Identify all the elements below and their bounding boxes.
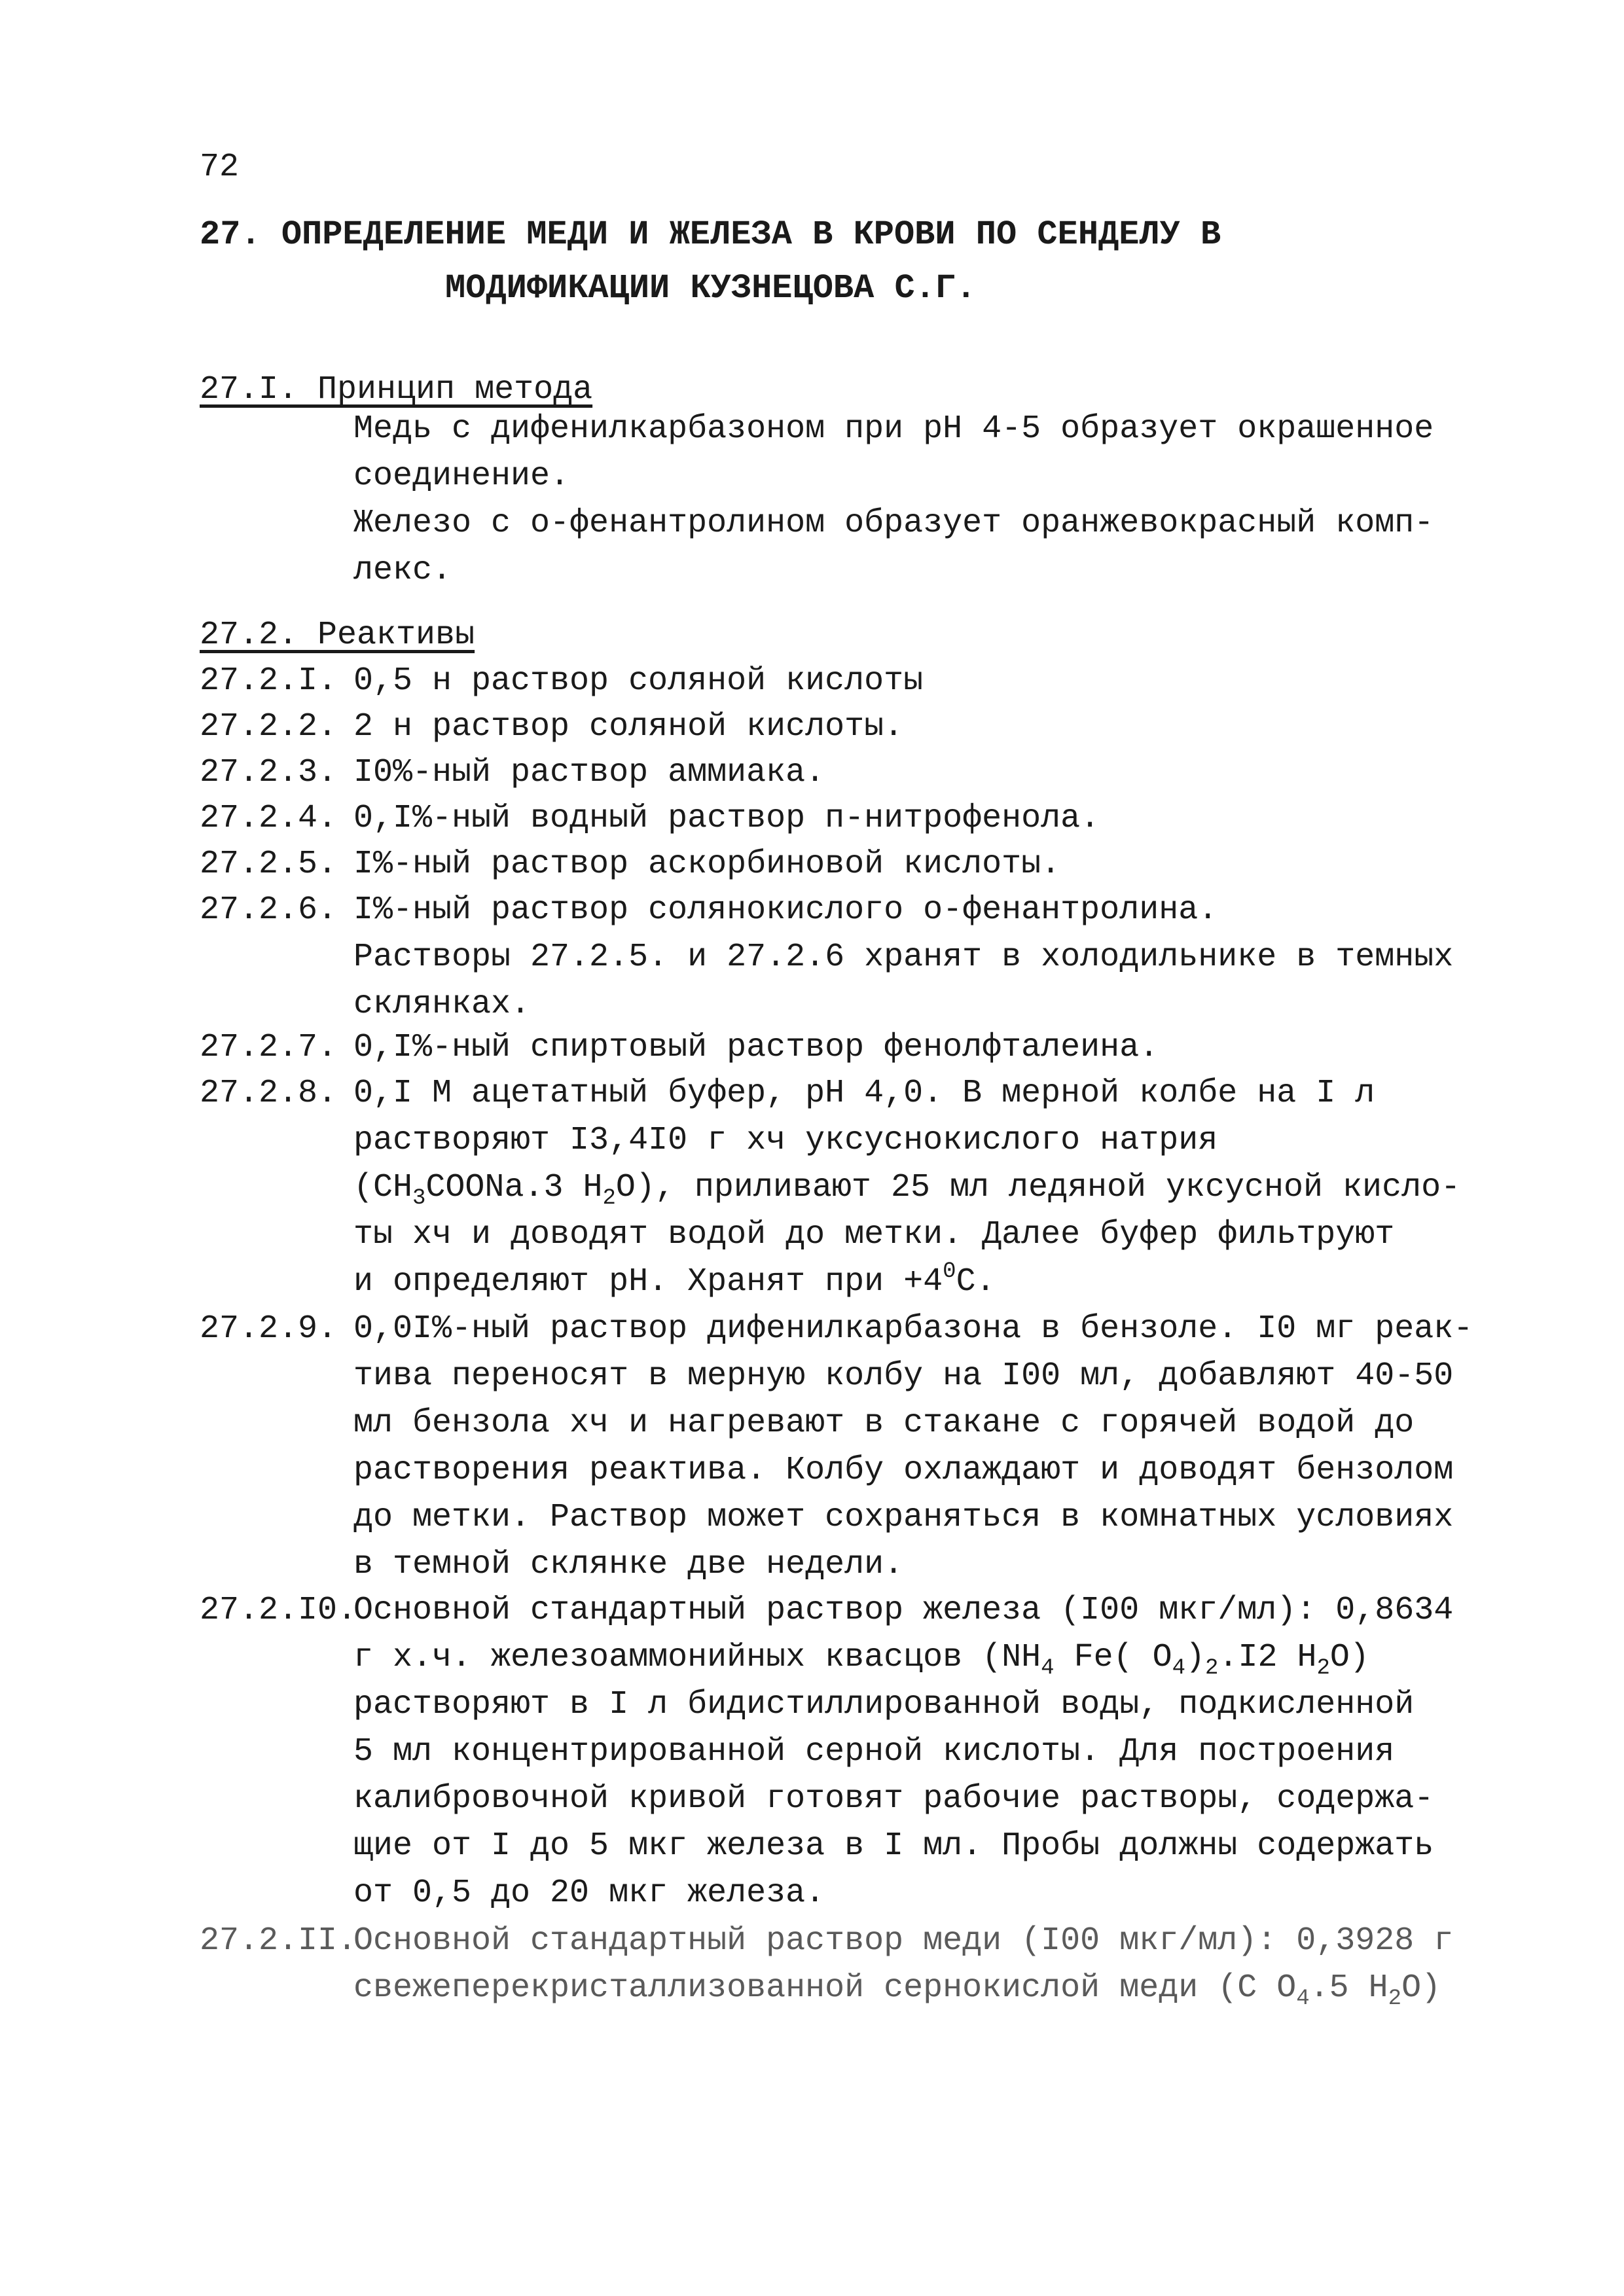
formula-part: (CH (353, 1169, 413, 1206)
reagent-item (200, 1918, 1476, 2012)
reagent-item (200, 887, 1476, 1028)
reagent-number: 27.2.II. (200, 1922, 357, 1960)
reagent-text: I0%-ный раствор аммиака. (353, 754, 825, 791)
reagent-text: 0,5 н раствор соляной кислоты (353, 662, 924, 700)
reagent-formula-line (200, 1965, 1476, 2012)
reagent-text: Основной стандартный раствор меди (I00 мкг/мл): 0,3928 г (353, 1922, 1454, 1960)
reagent-item (200, 1070, 1476, 1306)
reagent-text-continued: растворения реактива. Колбу охлаждают и доводят бензолом (353, 1452, 1454, 1489)
formula-subscript: 4 (1172, 1656, 1186, 1681)
formula-subscript: 3 (412, 1186, 426, 1211)
reagent-text-continued: ты хч и доводят водой до метки. Далее буфер фильтруют (353, 1216, 1395, 1253)
reagent-text-continued: растворяют I3,4I0 г хч уксуснокислого натрия (353, 1122, 1218, 1159)
reagent-number: 27.2.9. (200, 1310, 338, 1348)
reagent-number: 27.2.3. (200, 754, 338, 791)
formula-subscript: 2 (1205, 1656, 1219, 1681)
reagent-item (200, 841, 1476, 888)
formula-part: O) (1401, 1969, 1441, 2007)
reagent-number: 27.2.6. (200, 891, 338, 929)
reagent-text: 2 н раствор соляной кислоты. (353, 708, 904, 745)
reagent-item (200, 1306, 1476, 1588)
reagent-formula-line (200, 1164, 1476, 1211)
reagent-text: 0,I М ацетатный буфер, рН 4,0. В мерной колбе на I л (353, 1075, 1375, 1112)
reagent-text-continued: калибровочной кривой готовят рабочие растворы, содержа- (353, 1780, 1434, 1818)
formula-part: свежеперекристаллизованной сернокислой меди (C O (353, 1969, 1297, 2007)
formula-subscript: 2 (1388, 1986, 1402, 2011)
reagent-number: 27.2.8. (200, 1075, 338, 1112)
reagent-text-continued: 5 мл концентрированной серной кислоты. Для построения (353, 1733, 1395, 1770)
formula-part: COONa.3 H (425, 1169, 603, 1206)
reagent-text: 0,0I%-ный раствор дифенилкарбазона в бензоле. I0 мг реак- (353, 1310, 1473, 1348)
reagent-item (200, 658, 1476, 705)
text-part: С. (956, 1263, 996, 1300)
section-heading-reagents: 27.2. Реактивы (200, 617, 475, 654)
text-part: и определяют рН. Хранят при +4 (353, 1263, 943, 1300)
reagent-text-continued: в темной склянке две недели. (353, 1546, 904, 1583)
reagent-text-continued: тива переносят в мерную колбу на I00 мл, добавляют 40-50 (353, 1357, 1454, 1395)
reagent-item (200, 749, 1476, 797)
reagent-item (200, 1024, 1476, 1071)
reagent-text-continued: мл бензола хч и нагревают в стакане с горячей водой до (353, 1405, 1415, 1442)
reagent-text-continued: склянках. (353, 986, 531, 1023)
reagent-item (200, 1587, 1476, 1917)
formula-part: O), приливают 25 мл ледяной уксусной кисло- (615, 1169, 1461, 1206)
formula-part: ) (1185, 1639, 1206, 1676)
formula-part: O) (1329, 1639, 1369, 1676)
formula-subscript: 2 (1316, 1656, 1330, 1681)
reagent-number: 27.2.2. (200, 708, 338, 745)
title-line-2: МОДИФИКАЦИИ КУЗНЕЦОВА С.Г. (445, 269, 977, 308)
reagent-text-continued: от 0,5 до 20 мкг железа. (353, 1874, 825, 1912)
reagent-number: 27.2.4. (200, 800, 338, 837)
principle-line: Медь с дифенилкарбазоном при рН 4-5 образует окрашенное (353, 410, 1434, 448)
reagent-text-continued: до метки. Раствор может сохраняться в комнатных условиях (353, 1499, 1454, 1536)
title-line-1: 27. ОПРЕДЕЛЕНИЕ МЕДИ И ЖЕЛЕЗА В КРОВИ ПО СЕНДЕЛУ В (200, 215, 1221, 254)
section-heading-principle: 27.I. Принцип метода (200, 371, 593, 408)
reagent-text: 0,I%-ный спиртовый раствор фенолфталеина. (353, 1029, 1159, 1066)
formula-part: .I2 H (1218, 1639, 1317, 1676)
formula-part: .5 H (1309, 1969, 1388, 2007)
reagent-number: 27.2.5. (200, 846, 338, 883)
reagent-text: I%-ный раствор солянокислого о-фенантролина. (353, 891, 1218, 929)
reagent-number: 27.2.I. (200, 662, 338, 700)
reagent-text: Основной стандартный раствор железа (I00 мкг/мл): 0,8634 (353, 1592, 1454, 1629)
reagent-text-continued (200, 1259, 1476, 1306)
formula-part: Fe( O (1054, 1639, 1172, 1676)
reagent-text-continued: щие от I до 5 мкг железа в I мл. Пробы должны содержать (353, 1827, 1434, 1865)
reagent-text: 0,I%-ный водный раствор п-нитрофенола. (353, 800, 1100, 837)
formula-part: г х.ч. железоаммонийных квасцов (NH (353, 1639, 1041, 1676)
reagent-text: I%-ный раствор аскорбиновой кислоты. (353, 846, 1061, 883)
principle-line: лекс. (353, 552, 452, 589)
formula-subscript: 2 (602, 1186, 616, 1211)
reagent-item (200, 704, 1476, 751)
reagent-formula-line (200, 1634, 1476, 1681)
reagent-number: 27.2.7. (200, 1029, 338, 1066)
reagent-item (200, 795, 1476, 842)
reagent-number: 27.2.I0. (200, 1592, 357, 1629)
principle-line: соединение. (353, 457, 570, 495)
page-title (200, 208, 1443, 315)
principle-text (353, 406, 1499, 594)
reagent-text-continued: растворяют в I л бидистиллированной воды, подкисленной (353, 1686, 1415, 1723)
formula-subscript: 4 (1041, 1656, 1055, 1681)
formula-subscript: 4 (1296, 1986, 1310, 2011)
degree-superscript: 0 (943, 1259, 956, 1284)
page-number: 72 (200, 149, 240, 186)
reagent-text-continued: Растворы 27.2.5. и 27.2.6 хранят в холодильнике в темных (353, 939, 1454, 976)
principle-line: Железо с о-фенантролином образует оранжевокрасный комп- (353, 505, 1434, 542)
